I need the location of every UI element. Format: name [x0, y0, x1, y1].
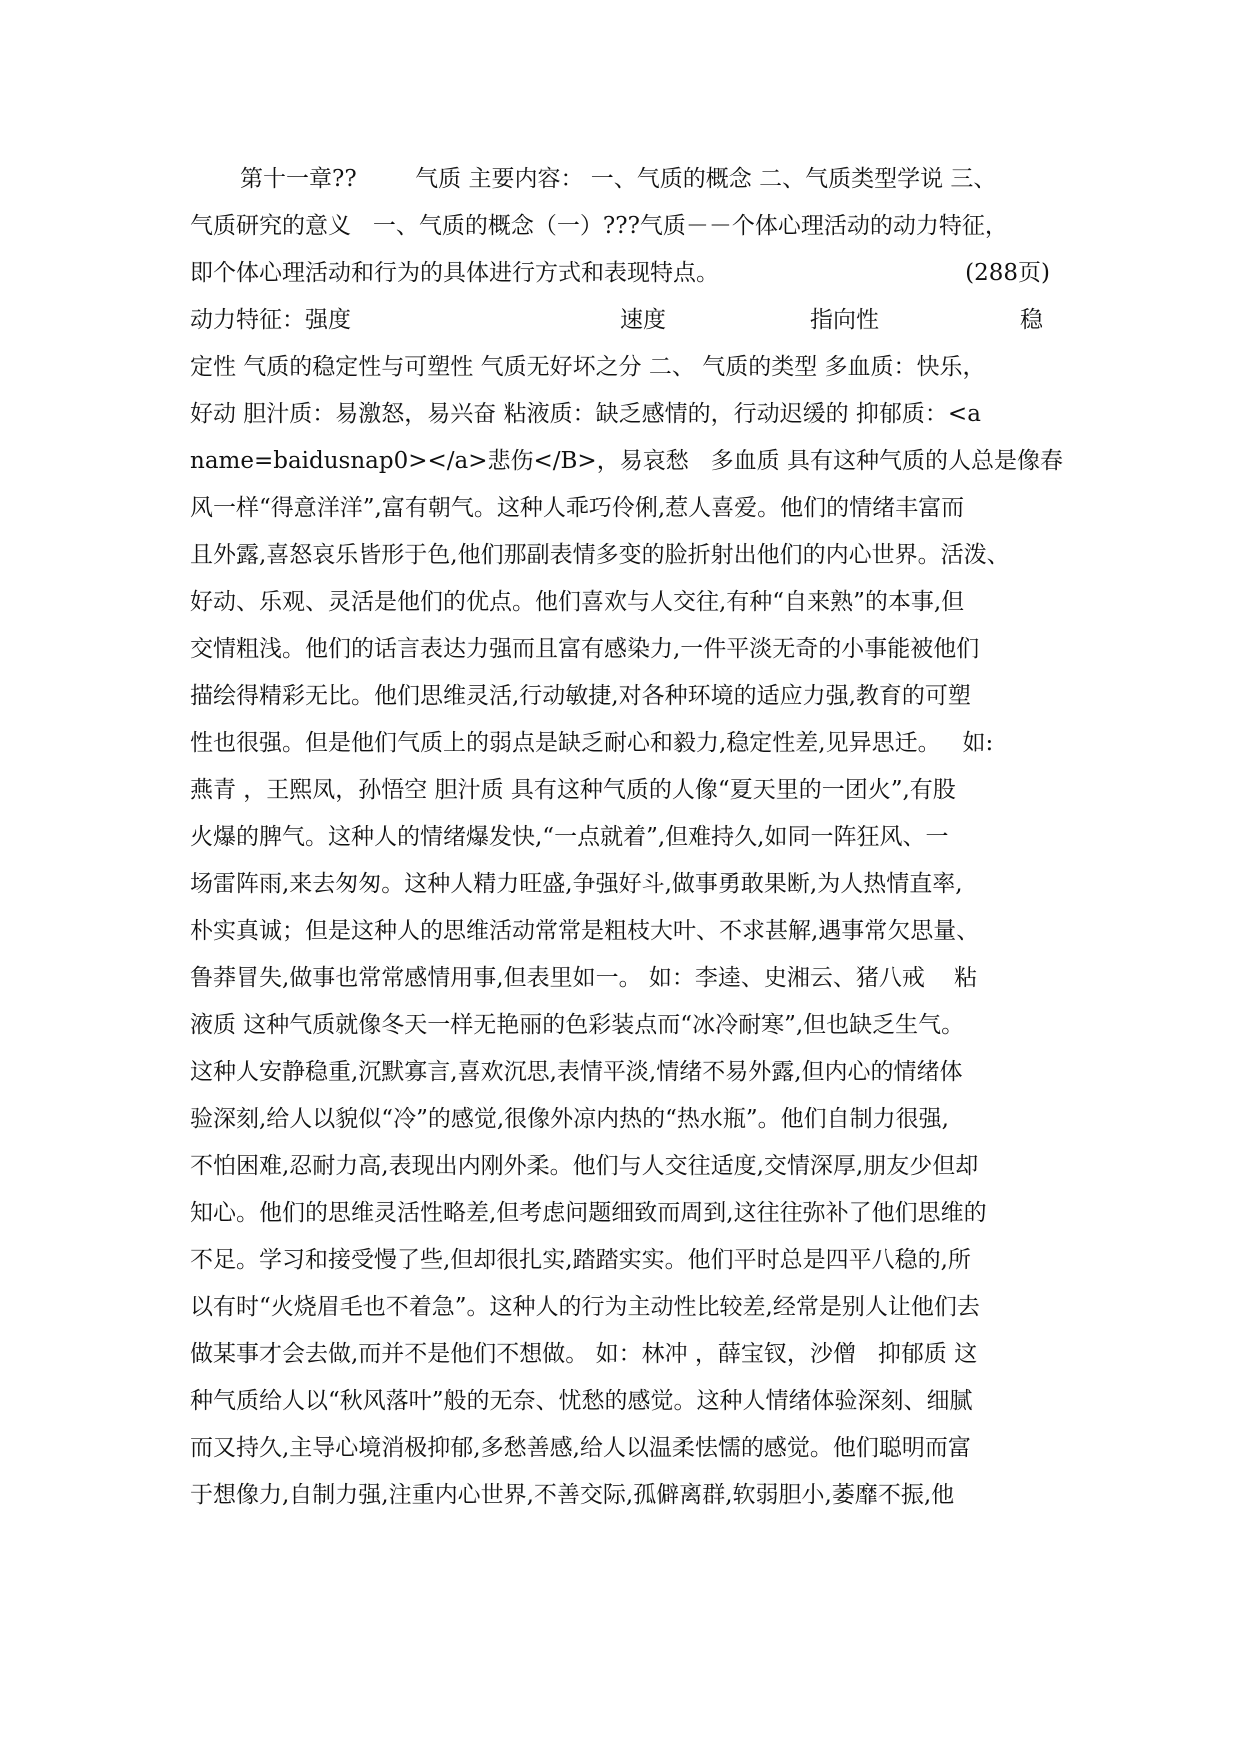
text-line: 而又持久,主导心境消极抑郁,多愁善感,给人以温柔怯懦的感觉。他们聪明而富: [190, 1435, 971, 1461]
text-line: 鲁莽冒失,做事也常常感情用事,但表里如一。 如：李逵、史湘云、猪八戒 粘: [190, 965, 978, 991]
text-segment: 动力特征：强度: [190, 307, 351, 333]
text-line: 风一样“得意洋洋”,富有朝气。这种人乖巧伶俐,惹人喜爱。他们的情绪丰富而: [190, 495, 965, 521]
text-line: [190, 297, 1050, 344]
page-reference: (288页): [965, 260, 1050, 286]
text-line: 不怕困难,忍耐力高,表现出内刚外柔。他们与人交往适度,交情深厚,朋友少但却: [190, 1153, 979, 1179]
text-segment: 指向性: [810, 307, 879, 333]
text-line: 于想像力,自制力强,注重内心世界,不善交际,孤僻离群,软弱胆小,萎靡不振,他: [190, 1482, 955, 1508]
text-line: 好动、乐观、灵活是他们的优点。他们喜欢与人交往,有种“自来熟”的本事,但: [190, 589, 965, 615]
text-line: 种气质给人以“秋风落叶”般的无奈、忧愁的感觉。这种人情绪体验深刻、细腻: [190, 1388, 973, 1414]
text-line: name=baidusnap0></a>悲伤</B>，易哀愁 多血质 具有这种气质的人总是像春: [190, 448, 1063, 474]
text-line: 火爆的脾气。这种人的情绪爆发快,“一点就着”,但难持久,如同一阵狂风、一: [190, 824, 949, 850]
text-line: 第十一章?? 气质 主要内容： 一、气质的概念 二、气质类型学说 三、: [240, 166, 997, 192]
text-line: 以有时“火烧眉毛也不着急”。这种人的行为主动性比较差,经常是别人让他们去: [190, 1294, 980, 1320]
text-line: 验深刻,给人以貌似“冷”的感觉,很像外凉内热的“热水瓶”。他们自制力很强,: [190, 1106, 949, 1132]
text-line: 好动 胆汁质：易激怒，易兴奋 粘液质：缺乏感情的，行动迟缓的 抑郁质：<a: [190, 401, 981, 427]
text-segment: 稳: [1020, 307, 1043, 333]
text-line: 做某事才会去做,而并不是他们不想做。 如：林冲 ，薛宝钗，沙僧 抑郁质 这: [190, 1341, 978, 1367]
text-line: 这种人安静稳重,沉默寡言,喜欢沉思,表情平淡,情绪不易外露,但内心的情绪体: [190, 1059, 963, 1085]
text-line: 知心。他们的思维灵活性略差,但考虑问题细致而周到,这往往弥补了他们思维的: [190, 1200, 987, 1226]
text-line: 朴实真诚；但是这种人的思维活动常常是粗枝大叶、不求甚解,遇事常欠思量、: [190, 918, 980, 944]
text-line: 且外露,喜怒哀乐皆形于色,他们那副表情多变的脸折射出他们的内心世界。活泼、: [190, 542, 1010, 568]
text-segment: 即个体心理活动和行为的具体进行方式和表现特点。: [190, 260, 719, 286]
text-line: 性也很强。但是他们气质上的弱点是缺乏耐心和毅力,稳定性差,见异思迁。 如:: [190, 730, 994, 756]
text-line: 不足。学习和接受慢了些,但却很扎实,踏踏实实。他们平时总是四平八稳的,所: [190, 1247, 971, 1273]
text-line: 定性 气质的稳定性与可塑性 气质无好坏之分 二、 气质的类型 多血质：快乐，: [190, 354, 986, 380]
text-line: 描绘得精彩无比。他们思维灵活,行动敏捷,对各种环境的适应力强,教育的可塑: [190, 683, 971, 709]
text-line: 液质 这种气质就像冬天一样无艳丽的色彩装点而“冰冷耐寒”,但也缺乏生气。: [190, 1012, 965, 1038]
text-line: 燕青 ，王熙凤，孙悟空 胆汁质 具有这种气质的人像“夏天里的一团火”,有股: [190, 777, 956, 803]
text-segment: 速度: [620, 307, 666, 333]
text-line: 交情粗浅。他们的话言表达力强而且富有感染力,一件平淡无奇的小事能被他们: [190, 636, 980, 662]
text-line: [190, 250, 1050, 297]
text-line: 场雷阵雨,来去匆匆。这种人精力旺盛,争强好斗,做事勇敢果断,为人热情直率,: [190, 871, 963, 897]
body-text: [190, 156, 1063, 1519]
text-line: 气质研究的意义 一、气质的概念（一）???气质－－个体心理活动的动力特征，: [190, 213, 1008, 239]
